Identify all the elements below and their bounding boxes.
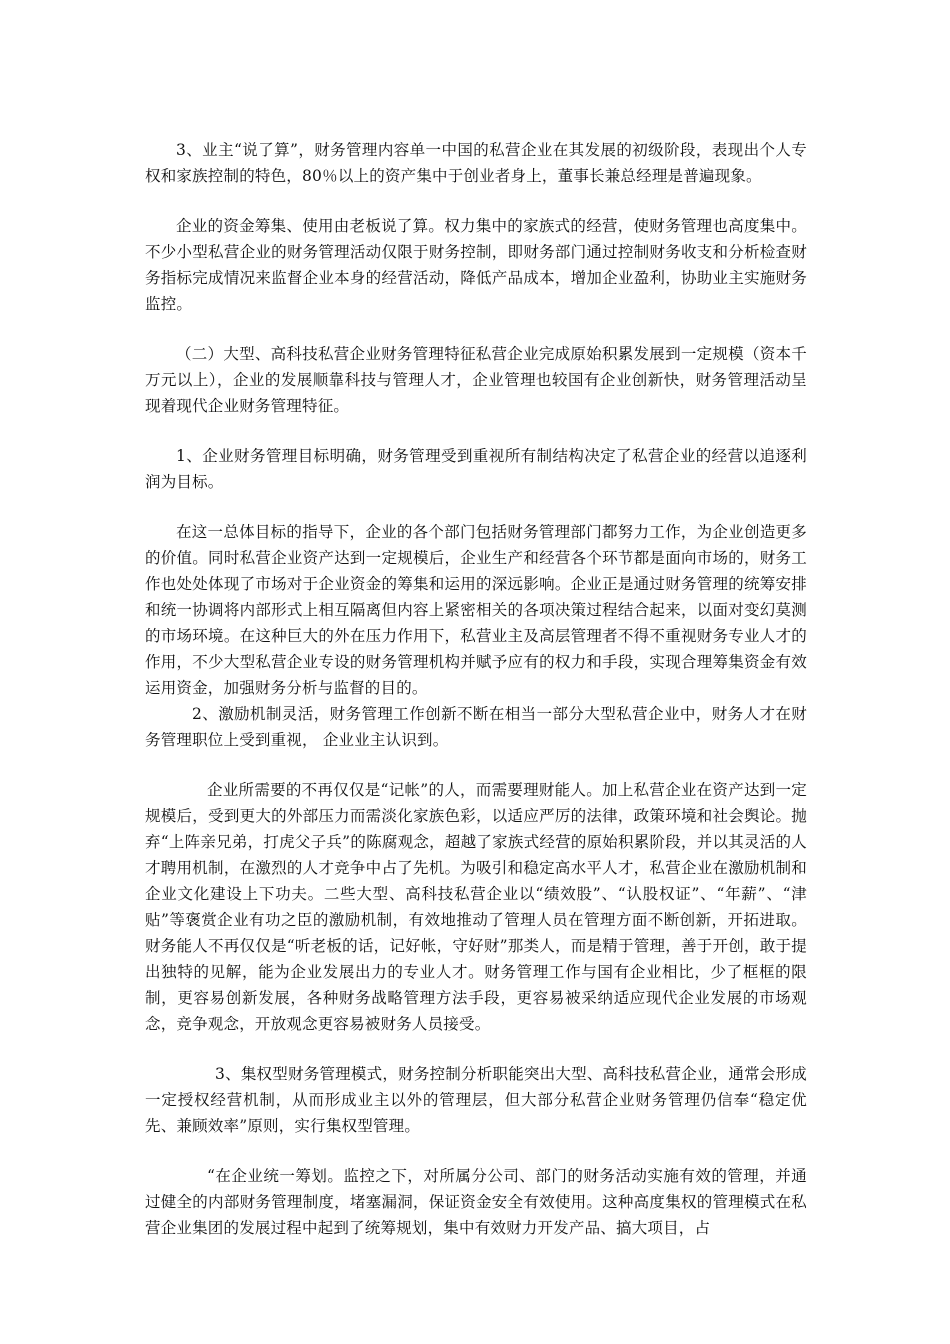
paragraph-financial-talent: 企业所需要的不再仅仅是“记帐”的人，而需要理财能人。加上私营企业在资产达到一定规模后，受到更大的外部压力而需淡化家族色彩，以适应严厉的法律，政策环境和社会舆论。抛弃“上阵亲兄弟，打虎父子兵”的陈腐观念，超越了家族式经营的原始积累阶段，并以其灵活的人才聘用机制，在激烈的人才竞争中占了先机。为吸引和稳定高水平人才，私营企业在激励机制和企业文化建设上下功夫。二些大型、高科技私营企业以“绩效股”、“认股权证”、“年薪”、“津贴”等褒赏企业有功之臣的激励机制，有效地推动了管理人员在管理方面不断创新，开拓进取。财务能人不再仅仅是“听老板的话，记好帐，守好财”那类人，而是精于管理，善于开创，敢于提出独特的见解，能为企业发展出力的专业人才。财务管理工作与国有企业相比，少了框框的限制，更容易创新发展，各种财务战略管理方法手段，更容易被采纳适应现代企业发展的市场观念，竞争观念，开放观念更容易被财务人员接受。 — [145, 781, 807, 1033]
paragraph-owner-decides: 3、业主“说了算”，财务管理内容单一中国的私营企业在其发展的初级阶段，表现出个人专权和家族控制的特色，80％以上的资产集中于创业者身上，董事长兼总经理是普遍现象。 — [145, 141, 807, 185]
paragraph-incentive-mechanism: 2、激励机制灵活，财务管理工作创新不断在相当一部分大型私营企业中，财务人才在财务管理职位上受到重视， 企业业主认识到。 — [145, 705, 807, 749]
paragraph-unified-planning: “在企业统一筹划。监控之下，对所属分公司、部门的财务活动实施有效的管理，并通过健全的内部财务管理制度，堵塞漏洞，保证资金安全有效使用。这种高度集权的管理模式在私营企业集团的发展过程中起到了统筹规划，集中有效财力开发产品、搞大项目，占 — [145, 1167, 807, 1237]
paragraph-clear-objectives: 1、企业财务管理目标明确，财务管理受到重视所有制结构决定了私营企业的经营以追逐利润为目标。 — [145, 447, 807, 491]
paragraph-fund-raising: 企业的资金筹集、使用由老板说了算。权力集中的家族式的经营，使财务管理也高度集中。不少小型私营企业的财务管理活动仅限于财务控制，即财务部门通过控制财务收支和分析检查财务指标完成情况来监督企业本身的经营活动，降低产品成本，增加企业盈利，协助业主实施财务监控。 — [145, 217, 807, 313]
paragraph-large-enterprise-features: （二）大型、高科技私营企业财务管理特征私营企业完成原始积累发展到一定规模（资本千万元以上），企业的发展顺靠科技与管理人才，企业管理也较国有企业创新快，财务管理活动呈现着现代企业财务管理特征。 — [145, 345, 807, 415]
document-body — [145, 137, 807, 1241]
paragraph-centralized-model: 3、集权型财务管理模式，财务控制分析职能突出大型、高科技私营企业，通常会形成一定授权经营机制，从而形成业主以外的管理层，但大部分私营企业财务管理仍信奉“稳定优先、兼顾效率”原则，实行集权型管理。 — [145, 1065, 807, 1135]
paragraph-overall-goal: 在这一总体目标的指导下，企业的各个部门包括财务管理部门都努力工作，为企业创造更多的价值。同时私营企业资产达到一定规模后，企业生产和经营各个环节都是面向市场的，财务工作也处处体现了市场对于企业资金的筹集和运用的深远影响。企业正是通过财务管理的统筹安排和统一协调将内部形式上相互隔离但内容上紧密相关的各项决策过程结合起来，以面对变幻莫测的市场环境。在这种巨大的外在压力作用下，私营业主及高层管理者不得不重视财务专业人才的作用，不少大型私营企业专设的财务管理机构并赋予应有的权力和手段，实现合理筹集资金有效运用资金，加强财务分析与监督的目的。 — [145, 523, 807, 697]
